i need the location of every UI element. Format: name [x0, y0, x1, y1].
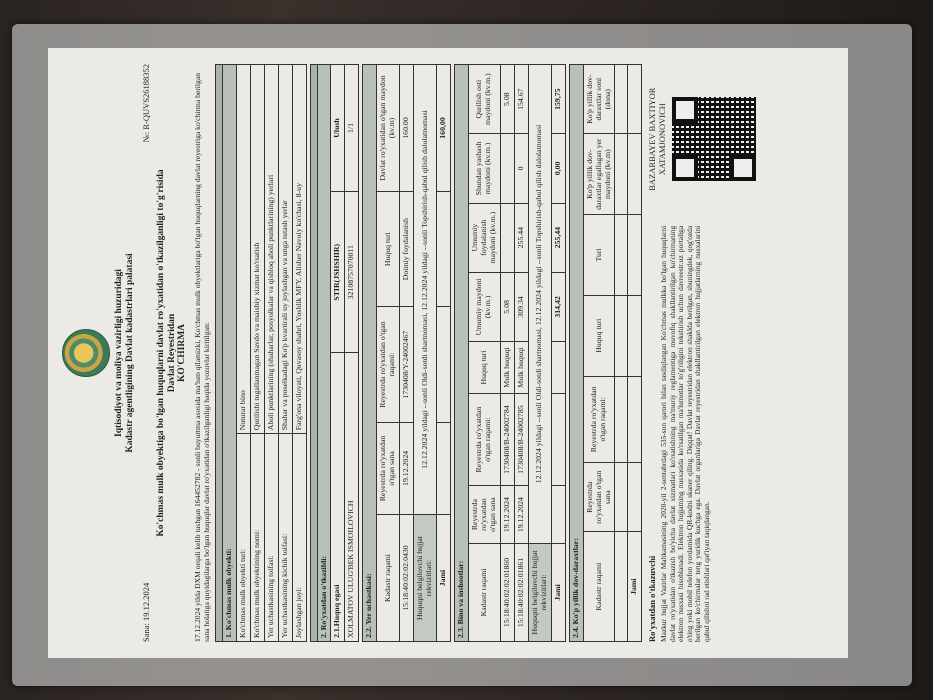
registrar-title: Ro'yxatdan o'tkazuvchi: [647, 555, 658, 642]
owner-heading: 2.1.Huquq egasi: [331, 353, 345, 642]
table-row: 15:18:40:02:02:0430 19.12.2024 1730408/Y-24002467 Doimiy foydalanish 160.00: [400, 65, 414, 642]
document-number: №: R-QUVS26188352: [140, 64, 151, 143]
table-row: Yer uchastkasining kichik toifasi: Shahar va poselkadagi Ko'p kvartirali uy joylashgan va unga tutash yerlar: [278, 65, 292, 642]
state-emblem-icon: [62, 329, 110, 377]
perennial-trees-table: 2.4. Ko'p yillik dov-daraxtlar: Kadastr raqami Reyestrda ro'yxatdan o'tgan sana Reyestrda ro'yxatdan o'tgan raqami: Huquq turi Turi Ko'p yillik dov-daraxtlar egallagan yer maydoni (kv.m) Ko'p yillik dov-daraxtlar soni (dona) Jami: [569, 64, 643, 642]
table-row: Ko'chmas mulk obyekti turi: Noturar bino: [236, 65, 250, 642]
section-title: 1. Ko'chmas mulk obyekti:: [222, 65, 236, 642]
registrar-name: BAZARBAYEV BAXTIYOR XATAMJONOVICH: [647, 87, 668, 191]
document-title: Ko'chmas mulk obyektiga bo'lgan huquqlarni davlat ro'yxatidan o'tkazilganligi to'g'risida: [155, 169, 166, 537]
table-row: Ko'chmas mulk obyektining nomi: Qurilishi tugallanmagan Savdo va maishiy xizmat ko'rsatish: [250, 65, 264, 642]
property-object-table: [215, 64, 307, 642]
table-row: Yer uchastkasining toifasi: Aholi punktlarining (shaharlar, posyolkalar va qishloq aholi punktlarining) yerlari: [264, 65, 278, 642]
qr-code-icon[interactable]: [672, 97, 756, 181]
document-date: Sana: 19.12.2024: [140, 582, 151, 642]
document-subtitle: Davlat Reyestridan: [166, 313, 177, 393]
section-title: 2.3. Bino va inshootlar:: [455, 65, 469, 642]
agency-line2: Kadastr agentligining Davlat kadastrlari palatasi: [124, 253, 135, 453]
section-title: 2. Ro'yxatdan o'tkazildi:: [317, 65, 331, 642]
owner-share: 1/1: [345, 65, 359, 192]
section-title: 2.4. Ko'p yillik dov-daraxtlar:: [569, 65, 583, 642]
table-row: 15:18:40:02:02:01860 19.12.2024 1730408/B-24002784 Mulk huquqi 5.08 5.08: [500, 65, 514, 642]
land-plot-table: 2.2. Yer uchastkasi: Kadastr raqami Reyestrda ro'yxatdan o'tgan sana Reyestrda ro'yxatdan o'tgan raqami: Huquq turi Davlat ro'yxatidan o'tgan maydon (kv.m) 15:18:40:02:02:0430 19.12.2024 1730408/Y-24002467 Doimiy foydalanish 160.00 Huquqni belgilovchi hujjat rekvizitlari: 12.12.2024 yildagi --sonli Oldi-sotdi shartnomasi, 12.12.2024 yildagi --sonli Topshirish-qabul qilish dalolatnomasi Jami 160,00: [362, 64, 451, 642]
document-page: [48, 48, 848, 658]
legal-note: Mazkur hujjat Vazirlar Mahkamasining 2020-yil 2-sentabrdagi 535-son qarori bilan tasdiqlangan Ko'chmas mulkka bo'lgan huquqlarni davlat ro'yxatidan o'tkazish bo'yicha davlat xizmatlari ko'rsatishning ma'muriy reglamentiga muvofiq shakllantirilgan ko'chirmaning elektron nusxasi hisoblanadi. Elektron hujjatning nusxasida ko'rsatilgan ma'lumotlar to'g'riligini tekshirish uchun davreestr.uz portaliga o'ting yoki mobil telefon yordamida QR-kodni skaner qiling. Diqqat! Davlat reyestridan elektron shaklda berilgan, shuningdek, qog'ozda berilgan ko'chirmalar teng yuridik kuchga ega. Davlat organlariga Davlat reyestridan shakllantirilgan elektron hujjatlarning nusxalarini qabul qilishni rad etishlari qat'iyan taqiqlangan.: [659, 225, 711, 642]
owner-name: XOLMATOV ULUG'BEK ISMOILOVICH: [345, 353, 359, 642]
intro-paragraph: 17.12.2024 yilda DXM orqali kelib tushgan 164452782 - sonli buyurtma asosida ma'lum qilamizki, Ko'chmas mulk obyektlariga bo'lgan huquqlarning davlat reyestriga ko'chirma berilgan sana holatiga quyidagilarga bo'lgan huquqlar davlat ro'yxatidan o'tkazilganligi haqida yozuvlar kiritilgan:: [193, 73, 212, 642]
section-title: 2.2. Yer uchastkasi:: [363, 65, 377, 642]
owner-stir: 32108757070011: [345, 191, 359, 353]
buildings-table: 2.3. Bino va inshootlar: Kadastr raqami Reyestrda ro'yxatdan o'tgan sana Reyestrda ro'yxatdan o'tgan raqami: Huquq turi Umumiy maydoni (kv.m.) Umumiy foydalanish maydoni (kv.m.) Shundan yashash maydoni (kv.m.) Qurilish osti maydoni (kv.m.) 15:18:40:02:02:01860 19.12.2024 1730408/B-24002784 Mulk huquqi 5.08 5.08 15:18:40:02:02:01861 19.12.2024 1730408/B-24002785 Mulk huquqi 309.34 255.44 0 154.67 Huquqni belgilovchi hujjat rekvizitlari: 12.12.2024 yildagi --sonli Oldi-sotdi shartnomasi, 12.12.2024 yildagi --sonli Topshirish-qabul qilish dalolatnomasi Jami 314,42 255,44 0,00 159,75: [454, 64, 566, 642]
agency-line1: Iqtisodiyot va moliya vazirligi huzuridagi: [114, 269, 124, 437]
owner-table: 2. Ro'yxatdan o'tkazildi: 2.1.Huquq egasi STIR(JSHSHIR) Ulush XOLMATOV ULUG'BEK ISMOILOVICH 32108757070011 1/1: [310, 64, 360, 642]
land-total: 160,00: [437, 65, 451, 192]
table-row: [345, 65, 359, 642]
signature-block: [648, 64, 756, 642]
table-row: Joylashgan joyi: Farg'ona viloyati, Quvasoy shahri, Yoshlik MFY, Alisher Navoiy ko'chasi, 8-uy: [292, 65, 306, 642]
table-row: 15:18:40:02:02:01861 19.12.2024 1730408/B-24002785 Mulk huquqi 309.34 255.44 0 154.67: [514, 65, 528, 642]
document-kind: KO'CHIRMA: [177, 323, 188, 383]
